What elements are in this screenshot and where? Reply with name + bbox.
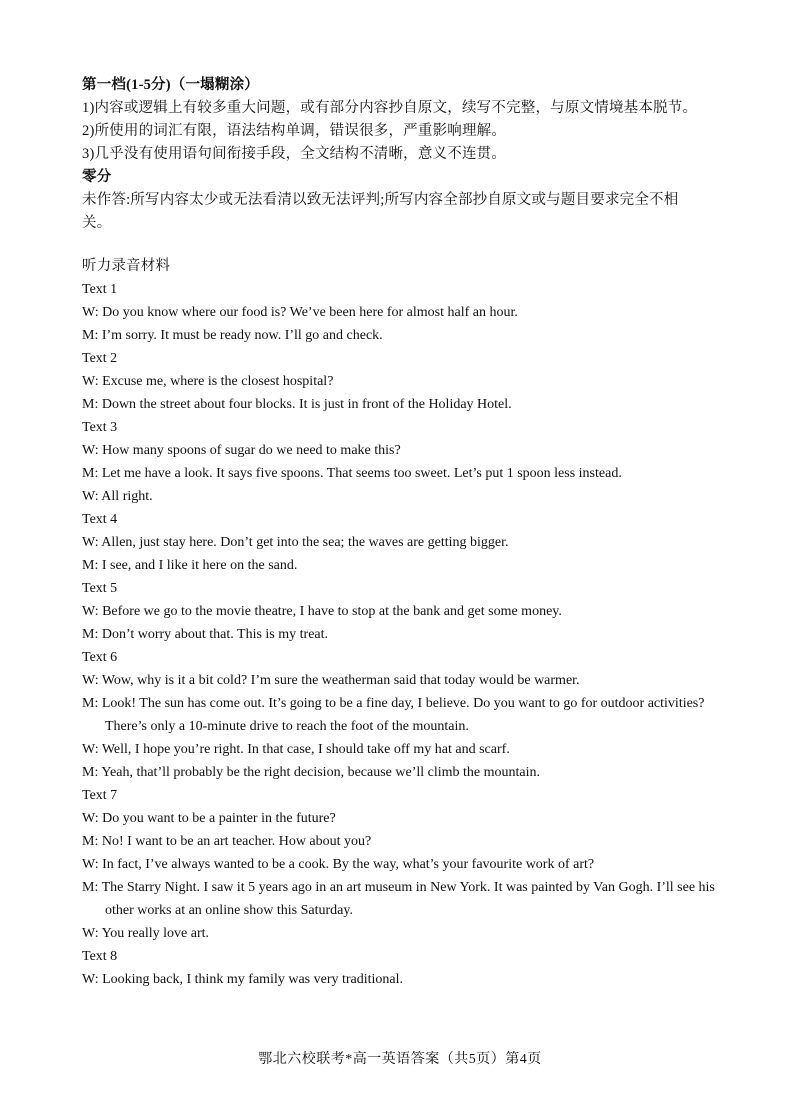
dialogue-line: W: You really love art. xyxy=(82,926,210,941)
dialogue-line: W: How many spoons of sugar do we need to make this? xyxy=(82,443,401,458)
dialogue-line: M: The Starry Night. I saw it 5 years ago in an art museum in New York. It was painted by Van Gogh. I’ll see his other works at an online show this Saturday. xyxy=(82,880,715,918)
tier1-item-1: 1)内容或逻辑上有较多重大问题，或有部分内容抄自原文，续写不完整，与原文情境基本脱节。 xyxy=(82,100,698,116)
text-label: Text 3 xyxy=(82,420,118,435)
tier1-item-2: 2)所使用的词汇有限，语法结构单调，错误很多，严重影响理解。 xyxy=(82,123,507,139)
dialogue-line: W: In fact, I’ve always wanted to be a cook. By the way, what’s your favourite work of art? xyxy=(82,857,595,872)
dialogue-line: W: Allen, just stay here. Don’t get into the sea; the waves are getting bigger. xyxy=(82,535,509,550)
text-label: Text 7 xyxy=(82,788,118,803)
dialogue-line: W: All right. xyxy=(82,489,153,504)
zero-text-line-1: 未作答:所写内容太少或无法看清以致无法评判;所写内容全部抄自原文或与题目要求完全不相 xyxy=(82,192,679,208)
dialogue-line: W: Wow, why is it a bit cold? I’m sure the weatherman said that today would be warmer. xyxy=(82,673,580,688)
dialogue-line: M: Don’t worry about that. This is my treat. xyxy=(82,627,329,642)
dialogue-line: M: I see, and I like it here on the sand. xyxy=(82,558,298,573)
dialogue-line: W: Before we go to the movie theatre, I have to stop at the bank and get some money. xyxy=(82,604,562,619)
dialogue-line: M: Look! The sun has come out. It’s going to be a fine day, I believe. Do you want to go for outdoor activities? There’s only a 10-minute drive to reach the foot of the mountain. xyxy=(82,696,705,734)
dialogue-line: M: Yeah, that’ll probably be the right decision, because we’ll climb the mountain. xyxy=(82,765,541,780)
document-body xyxy=(82,74,732,991)
dialogue-line: W: Do you know where our food is? We’ve been here for almost half an hour. xyxy=(82,305,518,320)
dialogue-line: W: Well, I hope you’re right. In that case, I should take off my hat and scarf. xyxy=(82,742,510,757)
text-label: Text 4 xyxy=(82,512,118,527)
tier1-title: 第一档(1-5分)（一塌糊涂） xyxy=(82,77,259,93)
dialogue-line: M: No! I want to be an art teacher. How about you? xyxy=(82,834,372,849)
transcript-lines xyxy=(82,278,732,991)
text-label: Text 5 xyxy=(82,581,118,596)
page-footer: 鄂北六校联考*高一英语答案（共5页）第4页 xyxy=(258,1052,542,1067)
text-label: Text 2 xyxy=(82,351,118,366)
transcript-heading: 听力录音材料 xyxy=(82,258,171,274)
dialogue-line: M: Down the street about four blocks. It is just in front of the Holiday Hotel. xyxy=(82,397,512,412)
text-label: Text 1 xyxy=(82,282,118,297)
zero-title: 零分 xyxy=(82,169,112,185)
text-label: Text 8 xyxy=(82,949,118,964)
section-gap xyxy=(82,235,732,255)
text-label: Text 6 xyxy=(82,650,118,665)
tier1-item-3: 3)几乎没有使用语句间衔接手段，全文结构不清晰，意义不连贯。 xyxy=(82,146,507,162)
dialogue-line: W: Looking back, I think my family was very traditional. xyxy=(82,972,404,987)
dialogue-line: W: Do you want to be a painter in the future? xyxy=(82,811,336,826)
dialogue-line: W: Excuse me, where is the closest hospital? xyxy=(82,374,334,389)
zero-text-line-2: 关。 xyxy=(82,215,112,231)
dialogue-line: M: I’m sorry. It must be ready now. I’ll go and check. xyxy=(82,328,383,343)
dialogue-line: M: Let me have a look. It says five spoons. That seems too sweet. Let’s put 1 spoon less instead. xyxy=(82,466,622,481)
